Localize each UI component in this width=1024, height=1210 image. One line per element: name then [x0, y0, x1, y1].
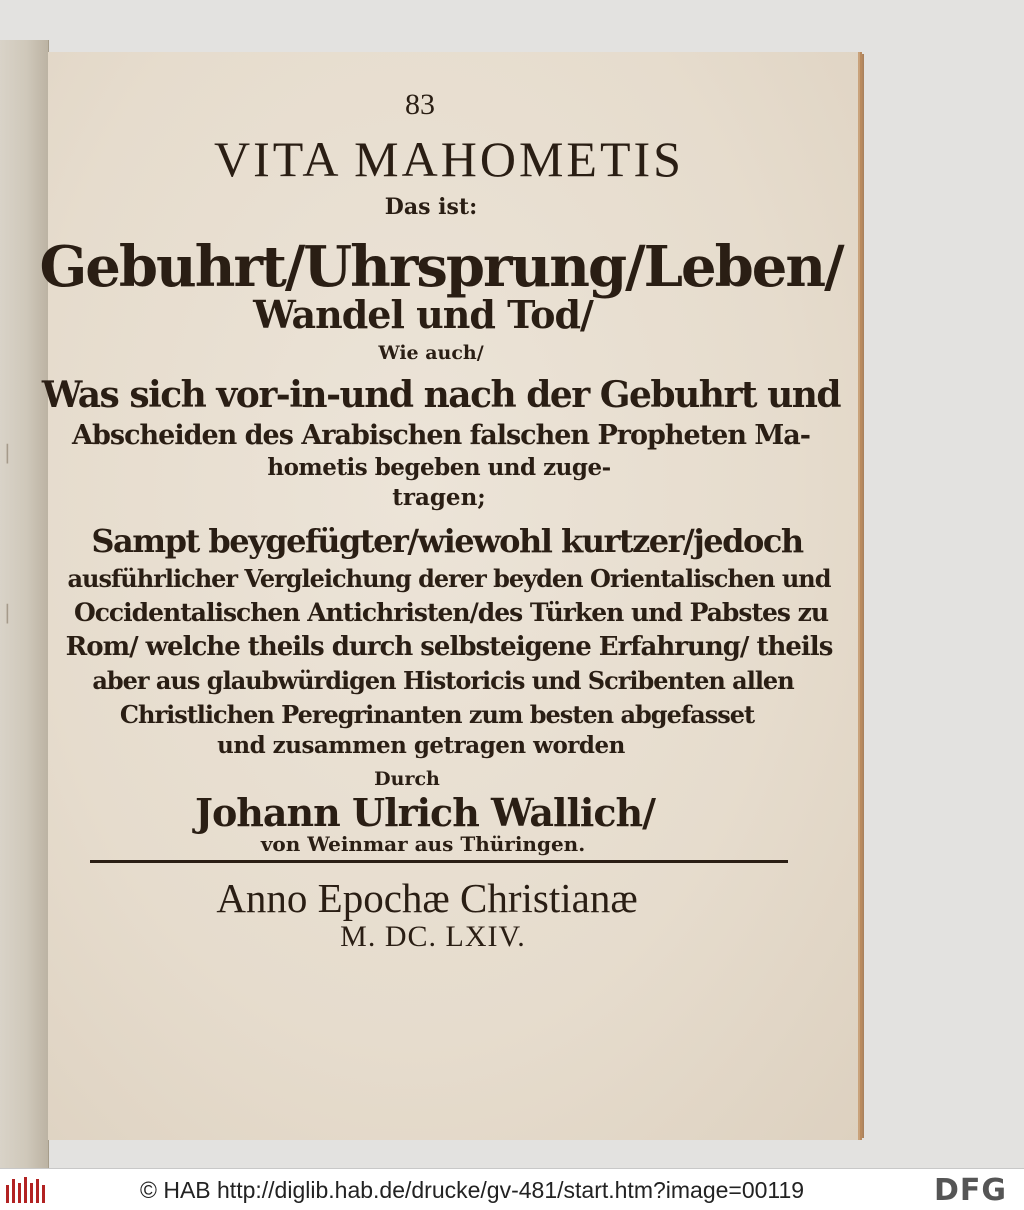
- page-fore-edge: [858, 54, 864, 1138]
- title-line-8: Sampt beygefügter/wiewohl kurtzer/jedoch: [91, 522, 803, 560]
- hab-logo-icon: [6, 1177, 48, 1203]
- title-divider: [90, 860, 788, 863]
- title-line-14: und zusammen getragen worden: [217, 732, 625, 759]
- title-page: [39, 52, 858, 1140]
- subtitle-das-ist: Das ist:: [384, 194, 478, 220]
- title-line-9: ausführlicher Vergleichung derer beyden Orientalischen und: [67, 564, 831, 593]
- book-title: VITA MAHOMETIS: [214, 131, 684, 187]
- footer-bar: [0, 1168, 1024, 1210]
- title-line-6: hometis begeben und zuge-: [267, 454, 611, 481]
- page-number: 83: [405, 88, 435, 121]
- title-line-13: Christlichen Peregrinanten zum besten abgefasset: [119, 700, 755, 729]
- title-line-2: Wandel und Tod/: [253, 292, 593, 337]
- author-name: Johann Ulrich Wallich/: [194, 790, 656, 835]
- anno-line: Anno Epochæ Christianæ: [216, 875, 638, 921]
- facing-page-ink: |: [4, 440, 11, 464]
- title-line-12: aber aus glaubwürdigen Historicis und Scribenten allen: [92, 666, 794, 695]
- author-origin: von Weinmar aus Thüringen.: [260, 832, 586, 856]
- title-line-5: Abscheiden des Arabischen falschen Propheten Ma-: [72, 420, 810, 451]
- title-line-7: tragen;: [392, 484, 486, 511]
- title-line-3: Wie auch/: [378, 342, 484, 364]
- dfg-logo: DFG: [934, 1173, 1008, 1208]
- title-line-11: Rom/ welche theils durch selbsteigene Erfahrung/ theils: [65, 632, 833, 662]
- durch-label: Durch: [374, 768, 440, 790]
- title-line-4: Was sich vor-in-und nach der Gebuhrt und: [41, 374, 841, 416]
- title-line-10: Occidentalischen Antichristen/des Türken und Pabstes zu: [73, 598, 829, 627]
- copyright-url[interactable]: © HAB http://diglib.hab.de/drucke/gv-481/start.htm?image=00119: [140, 1177, 805, 1203]
- facing-page-ink: |: [4, 600, 11, 624]
- title-line-1: Gebuhrt/Uhrsprung/Leben/: [39, 234, 843, 300]
- publication-year: M. DC. LXIV.: [340, 920, 526, 953]
